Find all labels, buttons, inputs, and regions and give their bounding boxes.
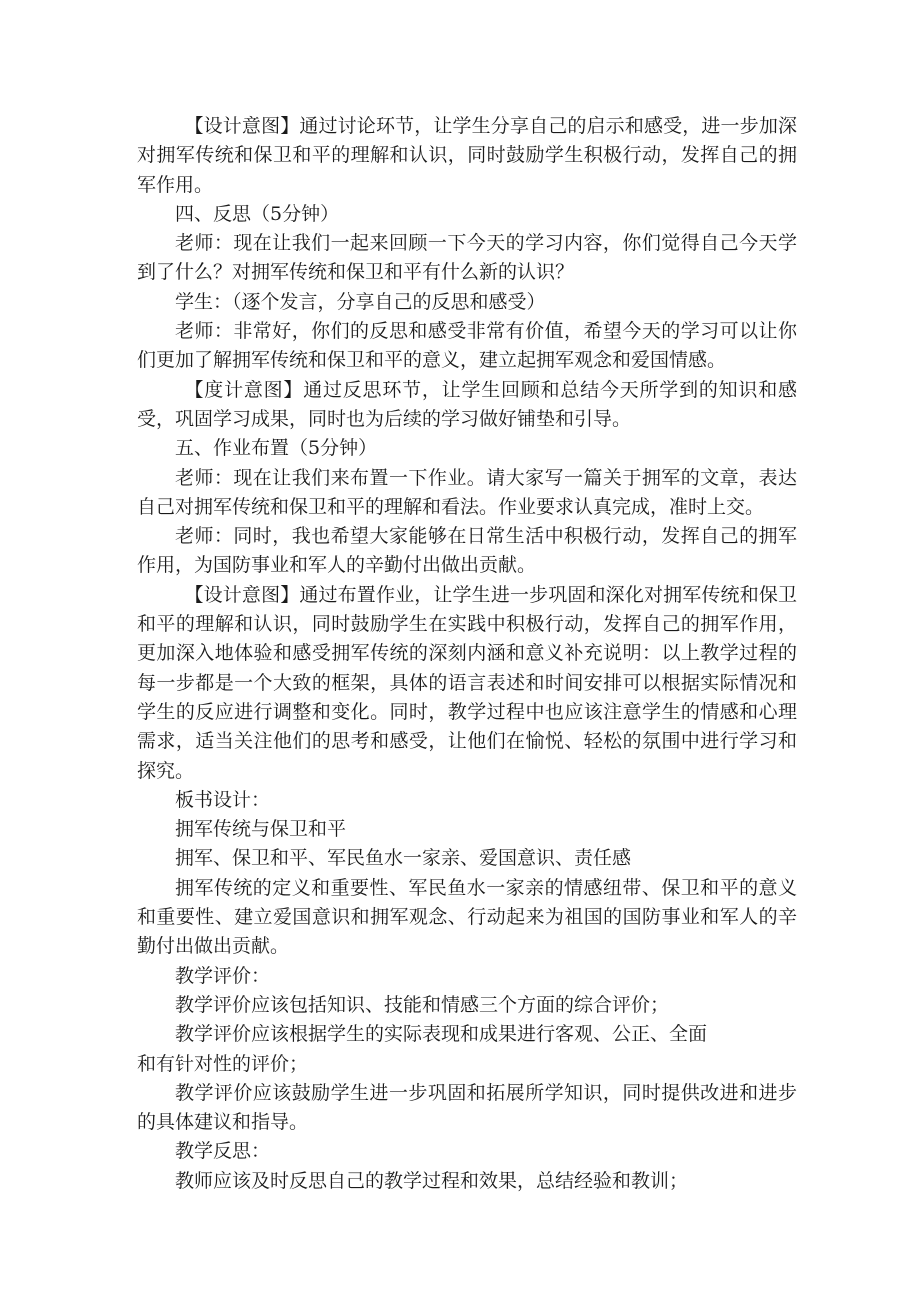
- teaching-reflection-heading: 教学反思：: [175, 1140, 271, 1163]
- student-line: 学生：（逐个发言，分享自己的反思和感受）: [175, 290, 546, 313]
- teacher-line: 老师：现在让我们一起来回顾一下今天的学习内容，你们觉得自己今天学到了什么？对拥军传统和保卫和平有什么新的认识？: [137, 232, 797, 284]
- evaluation-item-continued: 和有针对性的评价；: [137, 1052, 309, 1075]
- section-heading-homework: 五、作业布置（5分钟）: [175, 437, 378, 460]
- blackboard-design-heading: 板书设计：: [175, 788, 271, 811]
- blackboard-title: 拥军传统与保卫和平: [175, 818, 347, 841]
- reflection-item: 教师应该及时反思自己的教学过程和效果，总结经验和教训；: [175, 1169, 689, 1192]
- evaluation-item: 教学评价应该鼓励学生进一步巩固和拓展所学知识，同时提供改进和进步的具体建议和指导。: [137, 1081, 797, 1134]
- design-intent-paragraph: 【设计意图】通过布置作业，让学生进一步巩固和深化对拥军传统和保卫和平的理解和认识，同时鼓励学生在实践中积极行动，发挥自己的拥军作用，更加深入地体验和感受拥军传统的深刻内涵和意义补充说明：以上教学过程的每一步都是一个大致的框架，具体的语言表述和时间安排可以根据实际情况和学生的反应进行调整和变化。同时，教学过程中也应该注意学生的情感和心理需求，适当关注他们的思考和感受，让他们在愉悦、轻松的氛围中进行学习和探究。: [137, 583, 797, 782]
- document-body: [137, 112, 797, 1196]
- teaching-evaluation-heading: 教学评价：: [175, 964, 271, 987]
- blackboard-keywords: 拥军、保卫和平、军民鱼水一家亲、爱国意识、责任感: [175, 847, 632, 870]
- evaluation-item: 教学评价应该根据学生的实际表现和成果进行客观、公正、全面: [175, 1023, 708, 1046]
- teacher-line: 老师：同时，我也希望大家能够在日常生活中积极行动，发挥自己的拥军作用，为国防事业和军人的辛勤付出做出贡献。: [137, 525, 797, 577]
- design-intent-paragraph: 【度计意图】通过反思环节，让学生回顾和总结今天所学到的知识和感受，巩固学习成果，同时也为后续的学习做好铺垫和引导。: [137, 378, 797, 430]
- evaluation-item: 教学评价应该包括知识、技能和情感三个方面的综合评价；: [175, 993, 670, 1016]
- teacher-line: 老师：现在让我们来布置一下作业。请大家写一篇关于拥军的文章，表达自己对拥军传统和保卫和平的理解和看法。作业要求认真完成，准时上交。: [137, 466, 797, 518]
- blackboard-content: 拥军传统的定义和重要性、军民鱼水一家亲的情感纽带、保卫和平的意义和重要性、建立爱国意识和拥军观念、行动起来为祖国的国防事业和军人的辛勤付出做出贡献。: [137, 876, 797, 958]
- section-heading-reflection: 四、反思（5分钟）: [175, 202, 340, 225]
- design-intent-paragraph: 【设计意图】通过讨论环节，让学生分享自己的启示和感受，进一步加深对拥军传统和保卫和平的理解和认识，同时鼓励学生积极行动，发挥自己的拥军作用。: [137, 115, 797, 196]
- teacher-line: 老师：非常好，你们的反思和感受非常有价值，希望今天的学习可以让你们更加了解拥军传统和保卫和平的意义，建立起拥军观念和爱国情感。: [137, 320, 797, 372]
